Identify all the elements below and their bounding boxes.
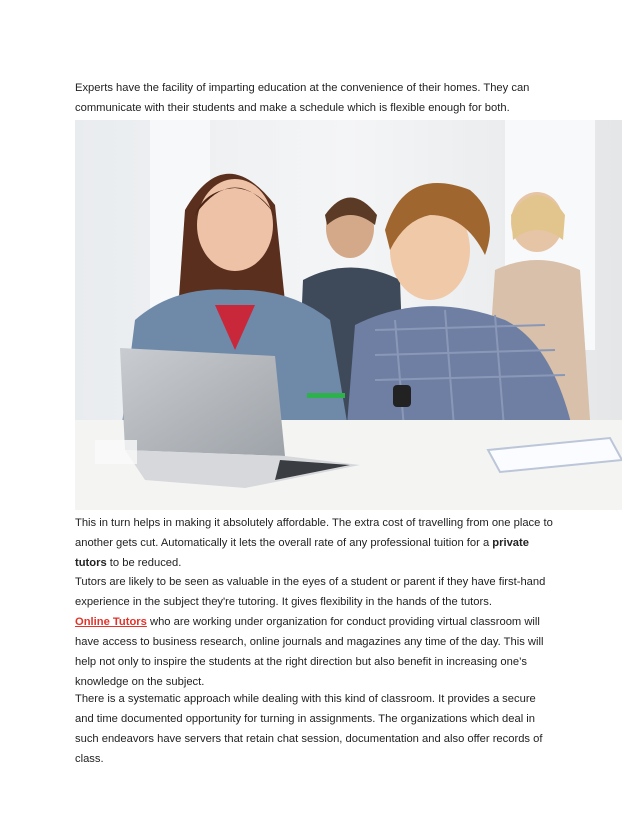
affordability-text: This in turn helps in making it absolutely affordable. The extra cost of travelling from one place to another gets cut. Automatically it lets the overall rate of any professional tuition for a [75, 517, 553, 549]
systematic-paragraph: There is a systematic approach while dealing with this kind of classroom. It provides a secure and time documented opportunity for turning in assignments. The organizations which deal in such endeavors have servers that retain chat session, documentation and also offer records of class. [75, 693, 543, 765]
intro-paragraph: Experts have the facility of imparting education at the convenience of their homes. They can communicate with their students and make a schedule which is flexible enough for both. [75, 82, 530, 114]
online-tutors-paragraph [75, 612, 555, 692]
value-paragraph: Tutors are likely to be seen as valuable in the eyes of a student or parent if they have first-hand experience in the subject they're tutoring. It gives flexibility in the hands of the tutors. [75, 576, 546, 608]
affordability-paragraph [75, 513, 555, 573]
online-tutors-link[interactable]: Online Tutors [75, 616, 147, 628]
private-tutors-emphasis: private tutors [75, 537, 529, 569]
affordability-tail: to be reduced. [106, 557, 182, 569]
students-laptop-photo [75, 120, 622, 510]
online-tutors-text: who are working under organization for conduct providing virtual classroom will have access to business research, online journals and magazines any time of the day. This will help not only to inspire the students at the right direction but also benefit in increasing one’s knowledge on the subject. [75, 616, 544, 688]
